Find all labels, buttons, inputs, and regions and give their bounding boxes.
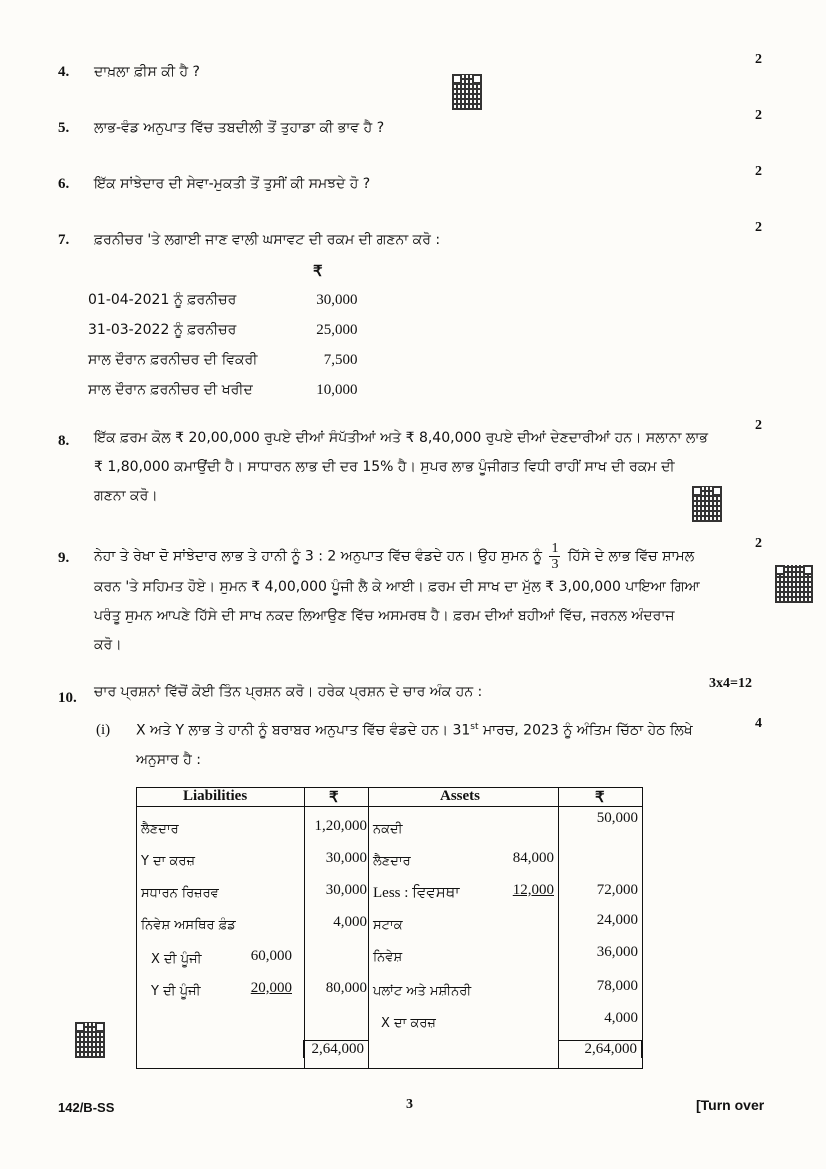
question-marks: 2 — [755, 418, 762, 433]
liability-label: ਨਿਵੇਸ਼ ਅਸਥਿਰ ਫ਼ੰਡ — [141, 918, 236, 933]
question-marks: 4 — [755, 716, 762, 731]
liability-label: ਲੈਣਦਾਰ — [141, 822, 179, 837]
fraction-denominator: 3 — [551, 557, 559, 572]
subquestion-label: (i) — [96, 722, 111, 738]
header-divider — [137, 806, 642, 807]
question-text — [94, 573, 700, 660]
question-number: 5. — [58, 120, 70, 136]
question-marks: 2 — [755, 220, 762, 235]
question-text: ਚਾਰ ਪ੍ਰਸ਼ਨਾਂ ਵਿੱਚੋਂ ਕੋਈ ਤਿੰਨ ਪ੍ਰਸ਼ਨ ਕਰੋ। ਹਰੇਕ ਪ੍ਰਸ਼ਨ ਦੇ ਚਾਰ ਅੰਕ ਹਨ : — [94, 684, 483, 700]
asset-label: ਨਿਵੇਸ਼ — [373, 950, 403, 965]
header-currency: ₹ — [329, 790, 339, 806]
liability-amount: 4,000 — [333, 914, 367, 930]
fraction — [549, 541, 560, 572]
text-line: ਗਣਨਾ ਕਰੋ। — [94, 488, 158, 504]
header-currency: ₹ — [595, 790, 605, 806]
text-line: ਇੱਕ ਫ਼ਰਮ ਕੋਲ ₹ 20,00,000 ਰੁਪਏ ਦੀਆਂ ਸੰਪੱਤੀਆਂ ਅਤੇ ₹ 8,40,000 ਰੁਪਏ ਦੀਆਂ ਦੇਣਦਾਰੀਆਂ ਹਨ। ਸਲਾਨਾ ਲਾਭ — [94, 430, 708, 446]
row-label: 31-03-2022 ਨੂੰ ਫ਼ਰਨੀਚਰ — [88, 322, 237, 338]
question-text: ਦਾਖ਼ਲਾ ਫ਼ੀਸ ਕੀ ਹੈ ? — [94, 64, 200, 80]
question-marks: 2 — [755, 52, 762, 67]
asset-amount: 4,000 — [604, 1010, 638, 1026]
asset-amount: 50,000 — [596, 810, 638, 826]
question-number: 4. — [58, 64, 70, 80]
capital-x-amount: 60,000 — [250, 948, 292, 964]
page-number: 3 — [406, 1097, 413, 1112]
liability-amount: 30,000 — [325, 882, 367, 898]
liability-amount: 30,000 — [325, 850, 367, 866]
asset-amount: 72,000 — [596, 882, 638, 898]
total-assets: 2,64,000 — [558, 1040, 642, 1058]
row-value: 10,000 — [316, 381, 358, 398]
capital-y-label: Y ਦੀ ਪੂੰਜੀ — [151, 984, 201, 999]
asset-amount: 78,000 — [596, 978, 638, 994]
question-text-line — [136, 722, 693, 739]
text-line: ਪਰੰਤੂ ਸੁਮਨ ਆਪਣੇ ਹਿੱਸੇ ਦੀ ਸਾਖ ਨਕਦ ਲਿਆਉਣ ਵਿੱਚ ਅਸਮਰਥ ਹੈ। ਫ਼ਰਮ ਦੀਆਂ ਬਹੀਆਂ ਵਿੱਚ, ਜਰਨਲ ਅੰਦਰਾਜ — [94, 608, 675, 624]
question-number: 6. — [58, 176, 70, 192]
header-liabilities: Liabilities — [183, 788, 248, 804]
asset-label: ਨਕਦੀ — [373, 822, 403, 837]
asset-label: X ਦਾ ਕਰਜ਼ — [381, 1016, 436, 1031]
asset-amount: 36,000 — [596, 944, 638, 960]
question-text — [94, 424, 734, 511]
asset-amount: 24,000 — [596, 912, 638, 928]
turn-over-label: [Turn over — [696, 1097, 765, 1113]
row-label: ਸਾਲ ਦੌਰਾਨ ਫ਼ਰਨੀਚਰ ਦੀ ਵਿਕਰੀ — [88, 352, 258, 368]
table-row — [88, 345, 365, 375]
asset-inner-amount: 12,000 — [512, 882, 554, 898]
asset-label: Less : ਵਿਵਸਥਾ — [373, 885, 460, 901]
column-divider — [368, 788, 369, 1068]
text-line: ₹ 1,80,000 ਕਮਾਉਂਦੀ ਹੈ। ਸਾਧਾਰਨ ਲਾਭ ਦੀ ਦਰ 15% ਹੈ। ਸੁਪਰ ਲਾਭ ਪੂੰਜੀਗਤ ਵਿਧੀ ਰਾਹੀਂ ਸਾਖ ਦੀ ਰਕਮ ਦੀ — [94, 459, 675, 475]
liability-label: Y ਦਾ ਕਰਜ਼ — [141, 854, 195, 869]
question-text-line — [94, 541, 694, 572]
capital-total: 80,000 — [325, 980, 367, 996]
text-segment: ਨੇਹਾ ਤੇ ਰੇਖਾ ਦੋ ਸਾਂਝੇਦਾਰ ਲਾਭ ਤੇ ਹਾਨੀ ਨੂੰ 3 : 2 ਅਨੁਪਾਤ ਵਿੱਚ ਵੰਡਦੇ ਹਨ। ਉਹ ਸੁਮਨ ਨੂੰ — [94, 548, 542, 565]
question-text: ਫ਼ਰਨੀਚਰ 'ਤੇ ਲਗਾਈ ਜਾਣ ਵਾਲੀ ਘਸਾਵਟ ਦੀ ਰਕਮ ਦੀ ਗਣਨਾ ਕਰੋ : — [94, 232, 441, 248]
question-text: ਇੱਕ ਸਾਂਝੇਦਾਰ ਦੀ ਸੇਵਾ-ਮੁਕਤੀ ਤੋਂ ਤੁਸੀਂ ਕੀ ਸਮਝਦੇ ਹੋ ? — [94, 176, 371, 192]
row-value: 7,500 — [323, 351, 358, 368]
row-label: ਸਾਲ ਦੌਰਾਨ ਫ਼ਰਨੀਚਰ ਦੀ ਖਰੀਦ — [88, 382, 253, 398]
question-marks: 2 — [755, 536, 762, 551]
qr-code-icon — [75, 1022, 105, 1058]
superscript: st — [470, 722, 479, 732]
asset-label: ਪਲਾਂਟ ਅਤੇ ਮਸ਼ੀਨਰੀ — [373, 984, 472, 999]
fraction-numerator: 1 — [551, 541, 559, 556]
question-marks: 2 — [755, 108, 762, 123]
asset-label: ਲੈਣਦਾਰ — [373, 854, 411, 869]
question-number: 9. — [58, 550, 70, 566]
row-label: 01-04-2021 ਨੂੰ ਫ਼ਰਨੀਚਰ — [88, 292, 237, 308]
qr-code-icon — [452, 74, 482, 110]
question-number: 10. — [58, 690, 77, 706]
text-line: ਕਰਨ 'ਤੇ ਸਹਿਮਤ ਹੋਏ। ਸੁਮਨ ₹ 4,00,000 ਪੂੰਜੀ ਲੈ ਕੇ ਆਈ। ਫ਼ਰਮ ਦੀ ਸਾਖ ਦਾ ਮੁੱਲ ₹ 3,00,000 ਪਾਇਆ ਗਿਆ — [94, 579, 700, 595]
text-line: ਕਰੋ। — [94, 637, 122, 653]
question-marks: 3x4=12 — [709, 676, 752, 691]
asset-label: ਸਟਾਕ — [373, 918, 403, 933]
balance-sheet-table — [136, 787, 643, 1069]
header-assets: Assets — [440, 788, 480, 804]
text-segment: X ਅਤੇ Y ਲਾਭ ਤੇ ਹਾਨੀ ਨੂੰ ਬਰਾਬਰ ਅਨੁਪਾਤ ਵਿੱਚ ਵੰਡਦੇ ਹਨ। 31 — [136, 722, 471, 739]
furniture-data-table — [88, 285, 365, 405]
paper-code: 142/B-SS — [58, 1100, 115, 1115]
question-number: 8. — [58, 433, 70, 449]
question-text: ਅਨੁਸਾਰ ਹੈ : — [136, 752, 202, 768]
question-marks: 2 — [755, 164, 762, 179]
column-divider — [304, 788, 305, 1068]
text-segment: ਮਾਰਚ, 2023 ਨੂੰ ਅੰਤਿਮ ਚਿੱਠਾ ਹੇਠ ਲਿਖੇ — [478, 722, 693, 739]
capital-x-label: X ਦੀ ਪੂੰਜੀ — [151, 952, 202, 967]
column-divider — [558, 788, 559, 1068]
asset-inner-amount: 84,000 — [512, 850, 554, 866]
capital-y-amount: 20,000 — [250, 980, 292, 996]
total-liabilities: 2,64,000 — [303, 1040, 369, 1058]
table-row — [88, 375, 365, 405]
question-text: ਲਾਭ-ਵੰਡ ਅਨੁਪਾਤ ਵਿੱਚ ਤਬਦੀਲੀ ਤੋਂ ਤੁਹਾਡਾ ਕੀ ਭਾਵ ਹੈ ? — [94, 120, 385, 136]
currency-symbol: ₹ — [313, 264, 323, 280]
liability-amount: 1,20,000 — [314, 818, 367, 834]
text-segment: ਹਿੱਸੇ ਦੇ ਲਾਭ ਵਿੱਚ ਸ਼ਾਮਲ — [567, 548, 695, 565]
liability-label: ਸਧਾਰਨ ਰਿਜ਼ਰਵ — [141, 886, 219, 901]
row-value: 25,000 — [316, 321, 358, 338]
table-row — [88, 315, 365, 345]
qr-code-icon — [775, 565, 813, 603]
question-number: 7. — [58, 232, 70, 248]
table-row — [88, 285, 365, 315]
row-value: 30,000 — [316, 291, 358, 308]
